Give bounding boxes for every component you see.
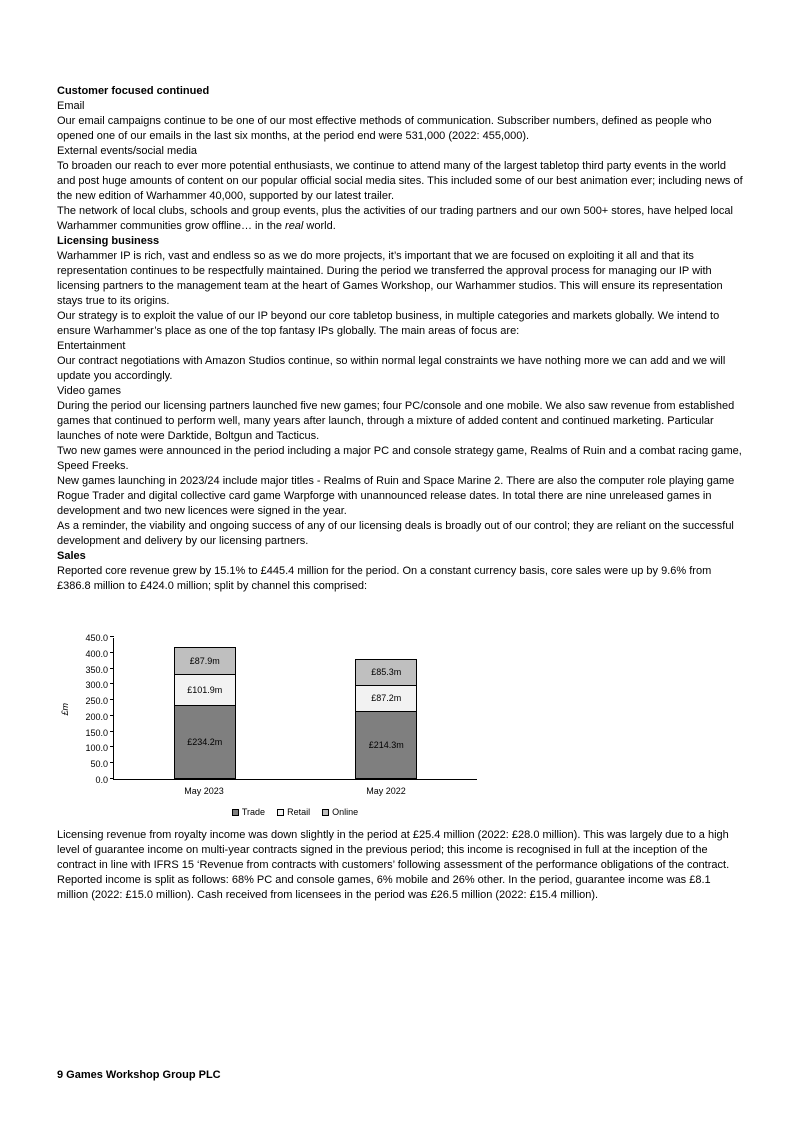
y-tick-label: 50.0 [90, 759, 108, 770]
segment-value-label: £85.3m [371, 666, 402, 677]
paragraph-network-part1: The network of local clubs, schools and group events, plus the activities of our trading partners and our own 500+ stores, have helped local Warhammer communities grow offline… in the [57, 205, 733, 232]
y-tick-mark [110, 762, 114, 763]
y-tick-mark [110, 699, 114, 700]
y-tick-mark [110, 683, 114, 684]
y-tick-label: 400.0 [85, 648, 108, 659]
legend-swatch-trade [232, 809, 239, 816]
legend-item-retail [277, 805, 310, 820]
legend-item-trade [232, 805, 265, 820]
section-heading-sales: Sales [57, 550, 86, 562]
y-tick-label: 250.0 [85, 696, 108, 707]
y-tick-mark [110, 746, 114, 747]
segment-value-label: £101.9m [187, 684, 223, 695]
paragraph-external-events: To broaden our reach to ever more potential enthusiasts, we continue to attend many of the largest tabletop third party events in the world and post huge amounts of content on our popular official social media sites. This included some of our best animation ever; including news of the new edition of Warhammer 40,000, supported by our latest trailer. [57, 160, 743, 202]
chart-legend [113, 805, 477, 820]
y-tick-mark [110, 668, 114, 669]
bar-slot-may-2023 [114, 638, 296, 779]
y-tick-label: 100.0 [85, 743, 108, 754]
chart-y-axis-ticks [73, 633, 113, 785]
y-tick-label: 350.0 [85, 664, 108, 675]
y-tick-mark [110, 778, 114, 779]
subheading-video-games: Video games [57, 385, 122, 397]
segment-value-label: £214.3m [368, 739, 404, 750]
bar-segment-retail [174, 674, 236, 706]
page-footer: 9 Games Workshop Group PLC [57, 1069, 221, 1081]
legend-swatch-online [322, 809, 329, 816]
x-axis-label: May 2022 [366, 786, 406, 796]
paragraph-email: Our email campaigns continue to be one of our most effective methods of communication. Subscriber numbers, defined as people who opened one of our emails in the last six months, at the period end were 531,000 (2022: 455,000). [57, 115, 712, 142]
y-tick-label: 200.0 [85, 711, 108, 722]
bar-segment-online [355, 659, 417, 686]
bar-segment-retail [355, 685, 417, 713]
y-tick-label: 450.0 [85, 633, 108, 643]
legend-swatch-retail [277, 809, 284, 816]
paragraph-reminder: As a reminder, the viability and ongoing success of any of our licensing deals is broadly out of our control; they are reliant on the successful development and delivery by our licensing partners. [57, 520, 734, 547]
legend-label: Retail [287, 807, 311, 817]
bar-segment-trade [174, 705, 236, 779]
section-heading-customer-focused: Customer focused continued [57, 85, 210, 97]
y-tick-label: 0.0 [95, 775, 108, 785]
paragraph-strategy: Our strategy is to exploit the value of our IP beyond our core tabletop business, in multiple categories and markets globally. We intend to ensure Warhammer’s place as one of the top fantasy IPs globally. The main areas of focus are: [57, 310, 720, 337]
y-tick-mark [110, 652, 114, 653]
segment-value-label: £87.2m [371, 693, 402, 704]
paragraph-licensing-revenue: Licensing revenue from royalty income was down slightly in the period at £25.4 million (2022: £28.0 million). This was largely due to a high level of guarantee income on multi-year contracts signed in the previous period; this income is recognised in full at the inception of the contract in line with IFRS 15 ‘Revenue from contracts with customers’ following assessment of the performance obligations of the contract. Reported income is split as follows: 68% PC and console games, 6% mobile and 26% other. In the period, guarantee income was £8.1 million (2022: £15.0 million). Cash received from licensees in the period was £26.5 million (2022: £15.4 million). [57, 829, 730, 901]
chart-plot-area [113, 638, 477, 780]
legend-item-online [322, 805, 358, 820]
chart-y-axis-title-column [57, 638, 73, 780]
subheading-email: Email [57, 100, 85, 112]
segment-value-label: £87.9m [189, 655, 220, 666]
y-tick-mark [110, 715, 114, 716]
subheading-entertainment: Entertainment [57, 340, 126, 352]
section-heading-licensing-business: Licensing business [57, 235, 160, 247]
y-tick-label: 300.0 [85, 680, 108, 691]
legend-label: Trade [241, 807, 266, 817]
bar-slot-may-2022 [296, 638, 478, 779]
x-axis-label: May 2023 [184, 786, 224, 796]
y-tick-label: 150.0 [85, 727, 108, 738]
paragraph-video-games: During the period our licensing partners launched five new games; four PC/console and one mobile. We also saw revenue from established games that continued to perform well, many years after launch, through a mixture of added content and continued marketing. Particular launches of note were Darktide, Boltgun and Tacticus. [57, 400, 735, 442]
bar-segment-trade [355, 711, 417, 779]
report-page-content [57, 84, 743, 903]
y-tick-mark [110, 636, 114, 637]
stacked-bar-may-2023 [174, 647, 236, 779]
emphasis-real: real [285, 220, 304, 232]
paragraph-licensing: Warhammer IP is rich, vast and endless so as we do more projects, it’s important that we are focused on exploiting it all and that its representation continues to be respectfully maintained. During the period we transferred the approval process for managing our IP with licensing partners to the management team at the heart of Games Workshop, our Warhammer studios. This will ensure its representation stays true to its origins. [57, 250, 723, 307]
paragraph-entertainment: Our contract negotiations with Amazon Studios continue, so within normal legal constraints we have nothing more we can add and we will update you accordingly. [57, 355, 726, 382]
y-tick-mark [110, 731, 114, 732]
subheading-external-events: External events/social media [57, 145, 198, 157]
bar-segment-online [174, 647, 236, 675]
paragraph-network-part2: world. [303, 220, 336, 232]
sales-by-channel-chart [57, 633, 537, 820]
paragraph-network [57, 204, 743, 234]
legend-label: Online [332, 807, 359, 817]
stacked-bar-may-2022 [355, 659, 417, 779]
paragraph-games-announced: Two new games were announced in the period including a major PC and console strategy game, Realms of Ruin and a combat racing game, Speed Freeks. [57, 445, 742, 472]
chart-x-axis-labels [113, 780, 477, 799]
chart-y-axis-title: £m [59, 702, 70, 716]
paragraph-sales: Reported core revenue grew by 15.1% to £445.4 million for the period. On a constant currency basis, core sales were up by 9.6% from £386.8 million to £424.0 million; split by channel this comprised: [57, 565, 712, 592]
segment-value-label: £234.2m [187, 736, 223, 747]
paragraph-games-launching: New games launching in 2023/24 include major titles - Realms of Ruin and Space Marine 2. There are also the computer role playing game Rogue Trader and digital collective card game Warpforge with unannounced release dates. In total there are nine unreleased games in development and two new licences were signed in the year. [57, 475, 735, 517]
